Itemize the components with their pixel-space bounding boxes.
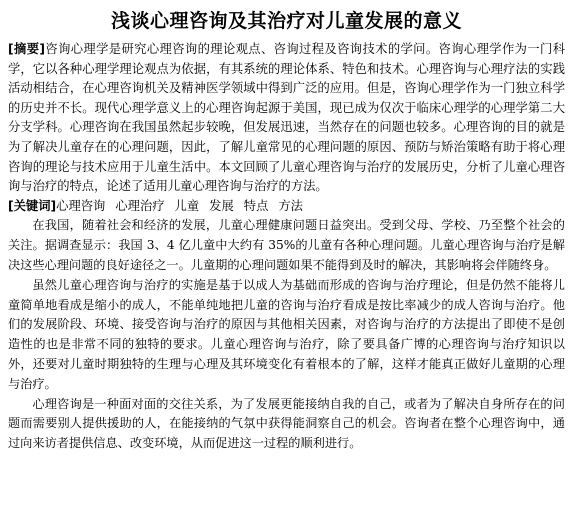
keyword: 儿童 [174,198,200,213]
keyword: 心理咨询 [56,198,106,213]
keyword: 特点 [243,198,269,213]
keyword: 发展 [209,198,234,213]
abstract [8,40,565,197]
body-paragraph-1: 在我国，随着社会和经济的发展，儿童心理健康问题日益突出。受到父母、学校、乃至整个社会的关注。据调查显示：我国 3、4 亿儿童中大约有 35%的儿童有各种心理问题。儿童心理咨询与治疗是解决这些心理问题的良好途径之一。儿童期的心理问题如果不能得到及时的解决，其影响将会伴随终身。 [8,218,565,272]
keywords-label: [关键词] [8,198,57,213]
body-paragraph-2: 虽然儿童心理咨询与治疗的实施是基于以成人为基础而形成的咨询与治疗理论，但是仍然不能将儿童简单地看成是缩小的成人，不能单纯地把儿童的咨询与治疗看成是按比率减少的成人咨询与治疗。他们的发展阶段、环境、接受咨询与治疗的原因与其他相关因素，对咨询与治疗的方法提出了即使不是创造性的也是非常不同的独特的要求。儿童心理咨询与治疗，除了要具备广博的心理咨询与治疗知识以外，还要对儿童时期独特的生理与心理及其环境变化有着根本的了解，这样才能真正做好儿童期的心理与治疗。 [8,277,565,391]
abstract-label: [摘要] [8,42,45,56]
abstract-text: 咨询心理学是研究心理咨询的理论观点、咨询过程及咨询技术的学问。咨询心理学作为一门科学，它以各种心理学理论观点为依据，有其系统的理论体系、特色和技术。心理咨询与心理疗法的实践活动相结合，在心理咨询机关及精神医学领域中得到广泛的应用。但是，咨询心理学作为一门独立科学的历史并不长。现代心理学意义上的心理咨询起源于美国，现已成为仅次于临床心理学的心理学第二大分支学科。心理咨询在我国虽然起步较晚，但发展迅速，当然存在的问题也较多。心理咨询的目的就是为了解决儿童存在的心理问题，因此，了解儿童常见的心理问题的原因、预防与矫治策略有助于将心理咨询的理论与技术应用于儿童生活中。本文回顾了儿童心理咨询与治疗的发展历史，分析了儿童心理咨询与治疗的特点，论述了适用儿童心理咨询与治疗的方法。 [8,42,565,194]
body-paragraph-3: 心理咨询是一种面对面的交往关系，为了发展更能接纳自我的自己，或者为了解决自身所存在的问题而需要别人提供援助的人，在能接纳的气氛中获得能洞察自己的机会。咨询者在整个心理咨询中，通过向来访者提供信息、改变环境，从而促进这一过程的顺利进行。 [8,396,565,451]
keyword: 方法 [278,198,303,213]
keywords [8,197,565,217]
page-title: 浅谈心理咨询及其治疗对儿童发展的意义 [110,10,462,32]
keyword: 心理治疗 [115,198,165,213]
